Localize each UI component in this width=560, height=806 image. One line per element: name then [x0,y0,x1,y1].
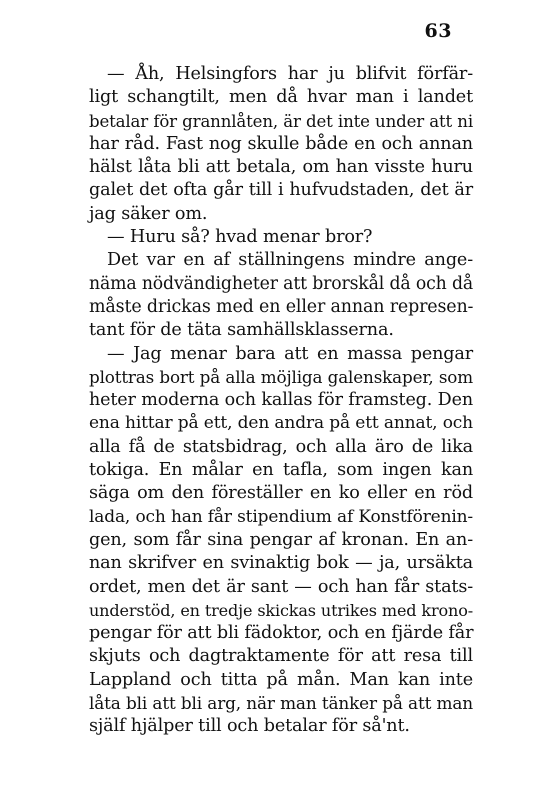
text-line: ordet, men det är sant — och han får stats- [89,576,473,597]
body-text [89,63,473,739]
text-line: jag säker om. [89,203,208,224]
text-line: plottras bort på alla möjliga galenskaper, som [89,366,473,387]
text-line: säga om den föreställer en ko eller en röd [89,483,473,504]
text-line: måste drickas med en eller annan represen- [89,296,474,317]
text-line: lada, och han får stipendium af Konstförenin- [89,506,473,527]
text-line: pengar för att bli fädoktor, och en fjärde får [89,623,474,644]
text-line: Det var en af ställningens mindre ange- [107,250,473,271]
text-line: skjuts och dagtraktamente för att resa till [89,646,473,667]
text-line: själf hjälper till och betalar för så'nt. [89,716,410,737]
text-line: — Åh, Helsingfors har ju blifvit förfär- [107,64,473,84]
text-line: ligt schangtilt, men då hvar man i landet [89,87,473,108]
text-line: betalar för grannlåten, är det inte under att ni [89,111,473,131]
text-line: tant för de täta samhällsklasserna. [89,320,394,341]
text-line: tokiga. En målar en tafla, som ingen kan [89,460,473,481]
text-line: alla få de statsbidrag, och alla äro de lika [89,436,473,457]
page-number: 63 [424,20,452,42]
text-line: — Jag menar bara att en massa pengar [107,343,473,364]
text-line: understöd, en tredje skickas utrikes med krono- [89,600,473,620]
text-line: gen, som får sina pengar af kronan. En an- [89,529,473,550]
text-line: har råd. Fast nog skulle både en och annan [89,133,473,154]
text-line: ena hittar på ett, den andra på ett annat, och [89,413,473,434]
text-line: näma nödvändigheter att brorskål då och då [89,273,473,294]
text-line: heter moderna och kallas för framsteg. Den [89,390,473,411]
text-line: hälst låta bli att betala, om han visste huru [89,157,473,178]
text-line: — Huru så? hvad menar bror? [107,227,373,248]
text-line: galet det ofta går till i hufvudstaden, det är [89,180,473,201]
text-line: nan skrifver en svinaktig bok — ja, ursäkta [89,553,473,574]
text-line: låta bli att bli arg, när man tänker på att man [89,693,473,714]
text-line: Lappland och titta på mån. Man kan inte [89,669,473,690]
